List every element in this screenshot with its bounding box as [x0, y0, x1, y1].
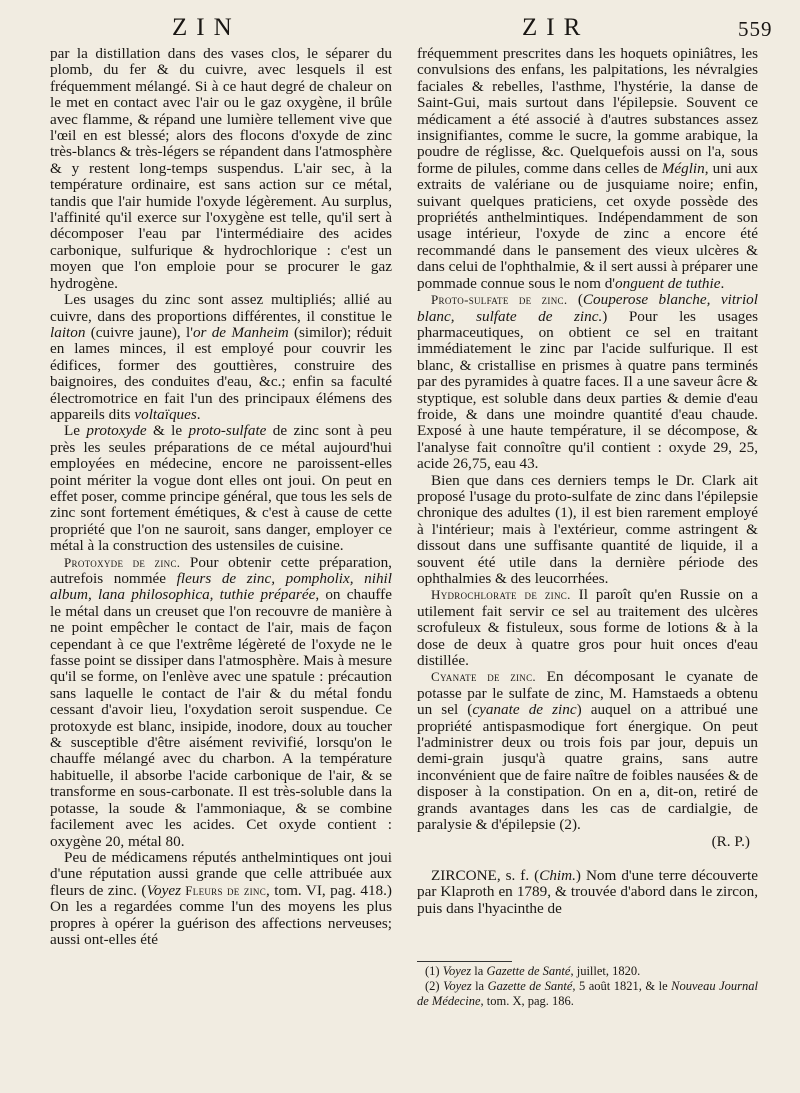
left-column	[50, 46, 392, 948]
footnote-rule	[417, 961, 512, 962]
paragraph: Le protoxyde & le proto-sulfate de zinc sont à peu près les seules préparations de ce métal aujourd'hui employées en médecine, encore ne paroissent-elles point mériter la vogue dont elles ont joui. On peut en effet poser, comme principe général, que tous les sels de zinc sont fortement émétiques, & c'est à cause de cette propriété que l'on ne sauroit, sans danger, employer ce métal à la construction des ustensiles de cuisine.	[50, 422, 392, 555]
author-signature: (R. P.)	[711, 832, 750, 850]
paragraph-protoxyde: Protoxyde de zinc. Pour obtenir cette préparation, autrefois nommée fleurs de zinc, pompholix, nihil album, lana philosophica, tuthie préparée, on chauffe le métal dans un creuset que l'on recouvre de manière à ne point empêcher le contact de l'air, mais de façon cependant à ce que l'extrême légèreté de l'oxyde ne le fasse point se dissiper dans l'atmosphère. Mais à mesure qu'il se forme, on l'enlève avec une spatule : précaution sans laquelle le contact de l'air & du métal fondu cessant d'avoir lieu, l'oxydation seroit suspendue. Ce protoxyde est blanc, insipide, inodore, doux au toucher & susceptible d'être aisément revivifié, lorsqu'on le chauffe mélangé avec du charbon. A la température habituelle, il absorbe l'acide carbonique de l'air, & se transforme en sous-carbonate. Il est très-soluble dans la potasse, la soude & l'ammoniaque, & se combine facilement avec les acides. Cet oxyde contient : oxygène 20, métal 80.	[50, 553, 392, 850]
footnote: (1) Voyez la Gazette de Santé, juillet, 1820.	[425, 964, 641, 978]
subsection-heading: Protoxyde de zinc.	[64, 554, 181, 570]
subsection-heading: Proto-sulfate de zinc.	[431, 292, 568, 308]
paragraph: par la distillation dans des vases clos, le séparer du plomb, du fer & du cuivre, avec lesquels il est fréquemment mélangé. Si à ce haut degré de chaleur on le met en contact avec l'air ou le gaz oxygène, il brûle avec flamme, & répand une lumière tellement vive que l'œil en est blessé; alors des flocons d'oxyde de zinc très-blancs & très-légers se répandent dans l'atmosphère & y restent long-temps suspendus. L'air sec, à la température ordinaire, est sans action sur ce métal, tandis que l'air humide l'oxyde légèrement. Au surplus, l'affinité qu'il exerce sur l'oxygène est telle, qu'il sert à décomposer l'eau par l'intermédiaire des acides carbonique, sulfurique & hydrochlorique : c'est un moyen que l'on emploie pour se procurer le gaz hydrogène.	[50, 45, 392, 292]
paragraph-proto-sulfate: Proto-sulfate de zinc. (Couperose blanche, vitriol blanc, sulfate de zinc.) Pour les usages pharmaceutiques, on obtient ce sel en traitant immédiatement le zinc par l'acide sulfurique. Il est blanc, & cristallise en prismes à quatre pans terminés par des pyramides à quatre faces. Il a une saveur âcre & styptique, est soluble dans deux parties & demie d'eau froide, & dans une moindre quantité d'eau chaude. Exposé à une haute température, il se décompose, & l'analyse fait connoître qu'il contient : oxyde 29, 25, acide 26,75, eau 43.	[417, 291, 758, 473]
subsection-heading: Hydrochlorate de zinc.	[431, 587, 571, 603]
entry-zircone: ZIRCONE, s. f. (Chim.) Nom d'une terre découverte par Klaproth en 1789, & trouvée d'abord dans le zircon, puis dans l'hyacinthe de	[417, 866, 759, 917]
footnotes	[417, 964, 758, 1008]
entry-headword: ZIRCONE	[431, 866, 497, 884]
running-header	[0, 14, 800, 44]
page-number: 559	[738, 17, 773, 41]
right-column	[417, 46, 758, 917]
paragraph: Bien que dans ces derniers temps le Dr. Clark ait proposé l'usage du proto-sulfate de zinc dans l'épilepsie chronique des adultes (1), il est bien rarement employé à l'intérieur; mais à l'extérieur, comme astringent & dissout dans une suffisante quantité de liquide, il a souvent été utile dans la dernière période des ophthalmies & des leucorrhées.	[417, 471, 758, 587]
paragraph-cyanate: Cyanate de zinc. En décomposant le cyanate de potasse par le sulfate de zinc, M. Hamstaeds a obtenu un sel (cyanate de zinc) auquel on a attribué une propriété antispasmodique fort énergique. On peut l'administrer deux ou trois fois par jour, depuis un demi-grain jusqu'à quatre grains, sans autre inconvénient que de faire naître de foibles nausées & de disposer à la constipation. On en a, dit-on, retiré de grands avantages dans les cas de cardialgie, de paralysie & d'épilepsie (2).	[417, 668, 758, 834]
footnote: (2) Voyez la Gazette de Santé, 5 août 1821, & le Nouveau Journal de Médecine, tom. X, pag. 186.	[417, 978, 758, 1008]
paragraph: Peu de médicamens réputés anthelmintiques ont joui d'une réputation aussi grande que celle attribuée aux fleurs de zinc. (Voyez Fleurs de zinc, tom. VI, pag. 418.) On les a regardées comme l'un des moyens les plus propres à opérer la guérison des affections nerveuses; aussi ont-elles été	[50, 848, 392, 948]
paragraph: fréquemment prescrites dans les hoquets opiniâtres, les convulsions des enfans, les palpitations, les névralgies faciales & rebelles, l'asthme, l'hystérie, la danse de Saint-Gui, mais surtout dans l'épilepsie. Souvent ce médicament a été associé à d'autres substances assez insignifiantes, comme le sucre, la gomme arabique, la poudre de réglisse, &c. Quelquefois aussi on l'a, sous forme de pilules, comme dans celles de Méglin, uni aux extraits de valériane ou de jusquiame noire; enfin, suivant quelques praticiens, cet oxyde possède des propriétés anthelmintiques. Indépendamment de son usage intérieur, l'oxyde de zinc a encore été recommandé dans le pansement des vieux ulcères & dans celui de l'ophthalmie, & il sert aussi à préparer une pommade connue sous le nom d'onguent de tuthie.	[417, 45, 758, 292]
paragraph-hydrochlorate: Hydrochlorate de zinc. Il paroît qu'en Russie on a utilement fait servir ce sel au traitement des ulcères scrofuleux & fistuleux, sous forme de lotions & à la dose de deux à quatre gros pour huit onces d'eau distillée.	[417, 586, 758, 670]
paragraph: Les usages du zinc sont assez multipliés; allié au cuivre, dans des proportions différentes, il constitue le laiton (cuivre jaune), l'or de Manheim (similor); réduit en lames minces, il est employé pour couvrir les édifices, former des gouttières, construire des baignoires, des conduites d'eau, &c.; enfin sa faculté électromotrice en fait l'un des principaux élémens des appareils dits voltaïques.	[50, 291, 393, 423]
subsection-heading: Cyanate de zinc.	[431, 669, 536, 685]
header-left-word: ZIN	[172, 14, 241, 41]
header-right-word: ZIR	[522, 14, 590, 41]
